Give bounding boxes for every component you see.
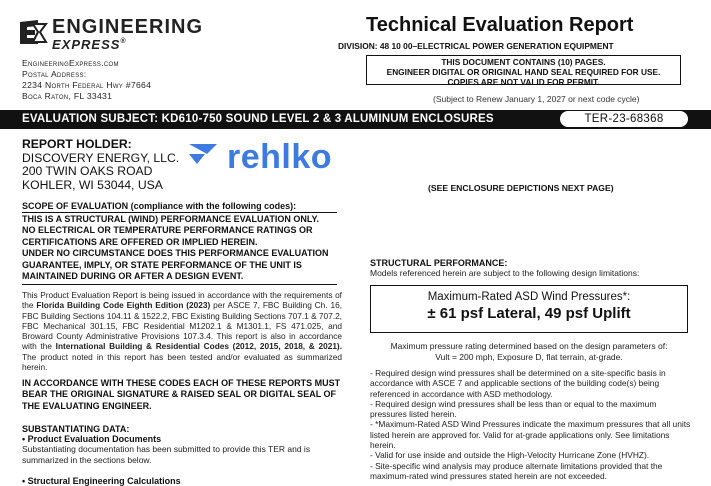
divider	[22, 284, 337, 285]
disclaimer-line: NO ELECTRICAL OR TEMPERATURE PERFORMANCE RATINGS OR	[22, 225, 313, 236]
substantiating-item-1: • Product Evaluation Documents	[22, 434, 162, 444]
divider	[22, 212, 337, 213]
wind-pressure-value: ± 61 psf Lateral, 49 psf Uplift	[427, 305, 631, 322]
disclaimer-line: MAINTAINED DURING OR AFTER A DESIGN EVENT.	[22, 271, 244, 282]
address-line-1: 2234 North Federal Hwy #7664	[22, 80, 152, 90]
design-parameters	[370, 341, 688, 362]
substantiating-item-2: • Structural Engineering Calculations	[22, 476, 181, 486]
scope-heading: SCOPE OF EVALUATION (compliance with the following codes):	[22, 201, 297, 211]
wind-pressure-label: Maximum-Rated ASD Wind Pressures*:	[427, 291, 631, 303]
fbc-code-reference: Florida Building Code Eighth Edition (2023)	[36, 300, 211, 311]
disclaimer-line: UNDER NO CIRCUMSTANCE DOES THIS PERFORMANCE EVALUATION	[22, 248, 329, 259]
scope-disclaimer	[22, 214, 342, 282]
limitation-item: - Valid for use inside and outside the High-Velocity Hurricane Zone (HVHZ).	[370, 450, 650, 461]
wind-pressure-box	[370, 285, 688, 333]
notice-line: COPIES ARE NOT VALID FOR PERMIT.	[447, 77, 600, 87]
rehlko-wordmark: rehlko	[227, 138, 333, 176]
ter-number-badge: TER-23-68368	[560, 111, 688, 127]
report-title: Technical Evaluation Report	[366, 14, 634, 36]
substantiating-item-1-text: Substantiating documentation has been submitted to provide this TER and is summarized in the sections below.	[22, 444, 311, 465]
holder-line: DISCOVERY ENERGY, LLC.	[22, 150, 180, 165]
seal-requirement: IN ACCORDANCE WITH THESE CODES EACH OF THESE REPORTS MUST BEAR THE ORIGINAL SIGNATURE & RAISED SEAL OR DIGITAL SEAL OF THE EVALUATING ENGINEER.	[22, 378, 341, 411]
postal-label: Postal Address:	[22, 69, 87, 79]
structural-performance-heading: STRUCTURAL PERFORMANCE:	[370, 258, 508, 268]
renewal-note: (Subject to Renew January 1, 2027 or next code cycle)	[433, 94, 640, 104]
report-holder	[22, 138, 179, 192]
notice-line: THIS DOCUMENT CONTAINS (10) PAGES.	[441, 57, 606, 67]
structural-performance-text: Models referenced herein are subject to the following design limitations:	[370, 268, 640, 278]
design-parameters-line: Maximum pressure rating determined based on the design parameters of:	[390, 341, 668, 351]
disclaimer-line: THIS IS A STRUCTURAL (WIND) PERFORMANCE EVALUATION ONLY.	[22, 214, 319, 224]
rehlko-mark-icon	[187, 142, 223, 172]
see-depictions-note: (SEE ENCLOSURE DEPICTIONS NEXT PAGE)	[428, 183, 614, 193]
limitation-item: - Required design wind pressures shall be determined on a site-specific basis in accordance with ASCE 7 and applicable sections of the building code(s) being referenced in accordance with ASD methodology.	[370, 368, 666, 399]
paragraph-text: The product noted in this report has been tested and/or evaluated as summarized herein.	[22, 351, 342, 373]
limitation-item: - Required design wind pressures shall be less than or equal to the maximum pressures listed herein.	[370, 398, 657, 420]
address-line-2: Boca Raton, FL 33431	[22, 91, 113, 101]
design-parameters-line: Vult = 200 mph, Exposure D, flat terrain, at-grade.	[435, 351, 623, 362]
company-logo-text	[52, 17, 203, 51]
holder-line: 200 TWIN OAKS ROAD	[22, 164, 153, 179]
evaluation-subject: EVALUATION SUBJECT: KD610-750 SOUND LEVEL 2 & 3 ALUMINUM ENCLOSURES	[22, 113, 494, 125]
paragraph-text: This Product Evaluation Report is being issued in accordance with the requirements of the	[22, 290, 342, 311]
website-link[interactable]: EngineeringExpress.com	[22, 58, 119, 68]
holder-line: KOHLER, WI 53044, USA	[22, 177, 163, 192]
division-line: DIVISION: 48 10 00–ELECTRICAL POWER GENERATION EQUIPMENT	[338, 41, 614, 51]
ibc-code-reference: International Building & Residential Codes (2012, 2015, 2018, & 2021).	[55, 341, 343, 352]
logo-line-1: ENGINEERING	[52, 16, 204, 38]
scope-paragraph	[22, 290, 342, 372]
disclaimer-line: CERTIFICATIONS ARE OFFERED OR IMPLIED HEREIN.	[22, 236, 258, 247]
limitation-item: - *Maximum-Rated ASD Wind Pressures indicate the maximum pressures that all units listed herein are approved for. Valid for at-grade applications only. See limitations herein.	[370, 419, 691, 451]
disclaimer-line: GUARANTEE, IMPLY, OR STATE PERFORMANCE OF THE UNIT IS	[22, 259, 302, 270]
substantiating-heading: SUBSTANTIATING DATA:	[22, 424, 130, 434]
company-address	[22, 58, 151, 102]
logo-line-2: EXPRESS	[52, 37, 121, 52]
limitation-item: - Site-specific wind analysis may produce alternate limitations provided that the maximum-rated wind pressures stated herein are not exceeded.	[370, 460, 663, 481]
report-holder-heading: REPORT HOLDER:	[22, 137, 132, 151]
notice-line: ENGINEER DIGITAL OR ORIGINAL HAND SEAL REQUIRED FOR USE.	[386, 67, 661, 77]
registered-mark: ®	[120, 38, 127, 45]
permit-notice-box	[366, 55, 681, 85]
limitations-list	[370, 368, 692, 481]
paragraph-text: per ASCE 7, FBC Building Ch. 16, FBC Building Sections 104.11 & 1522.2, FBC Existing Building Sections 707.1 & 707.2, FBC Mechanical 301.15, FBC Residential M1202.1 & M1301.1, FS 471.025, and Broward County Administrative Provisions 107.3.4. This report is also in accordance with the	[22, 300, 343, 352]
rehlko-logo	[187, 140, 332, 174]
engineering-express-logo-icon	[18, 18, 48, 46]
